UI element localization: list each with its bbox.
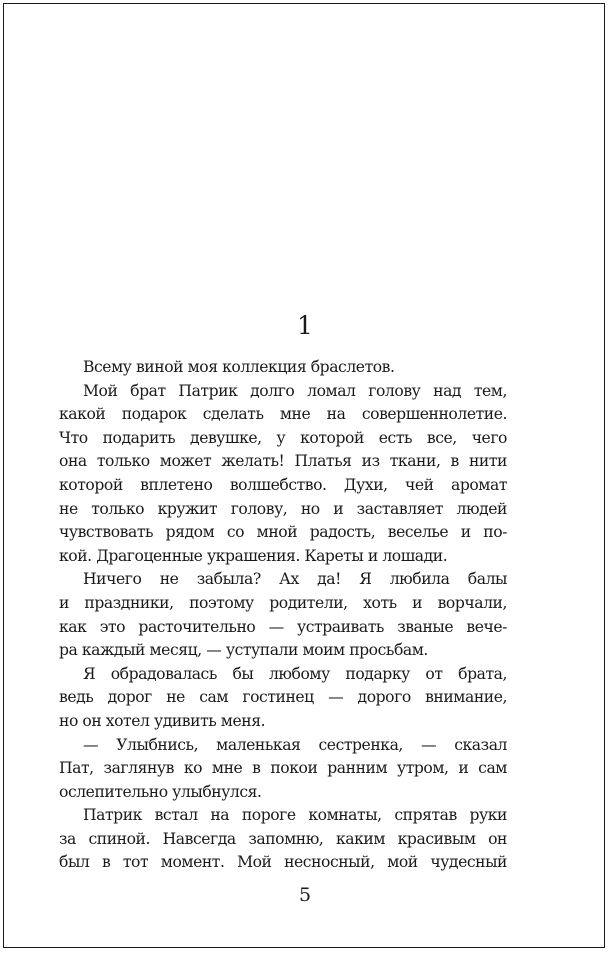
paragraph (59, 804, 507, 875)
paragraph (59, 663, 507, 734)
text-line: кой. Драгоценные украшения. Кареты и лошади. (59, 546, 448, 565)
text-line: какой подарок сделать мне на совершеннолетие. (59, 405, 507, 424)
page-number: 5 (298, 884, 312, 906)
text-line: Я обрадовалась бы любому подарку от брата, (83, 664, 507, 683)
text-line: и праздники, поэтому родители, хоть и ворчали, (59, 593, 507, 612)
text-line: ра каждый месяц, — уступали моим просьбам. (59, 641, 428, 660)
text-line: Всему виной моя коллекция браслетов. (83, 358, 395, 376)
text-line: как это расточительно — устраивать званые вече- (59, 617, 507, 636)
text-line: которой вплетено волшебство. Духи, чей аромат (59, 475, 507, 494)
paragraph (59, 568, 507, 662)
text-line: Патрик встал на пороге комнаты, спрятав руки (83, 806, 507, 825)
text-line: — Улыбнись, маленькая сестренка, — сказал (83, 735, 507, 754)
text-line: за спиной. Навсегда запомню, каким красивым он (59, 829, 507, 848)
chapter-number: 1 (297, 311, 313, 340)
text-line: Пат, заглянув ко мне в покои ранним утром, и сам (59, 759, 507, 778)
text-line: Ничего не забыла? Ах да! Я любила балы (83, 570, 507, 589)
text-line: ослепительно улыбнулся. (59, 782, 262, 801)
paragraph (59, 380, 507, 569)
paragraph (59, 356, 507, 380)
text-line: не только кружит голову, но и заставляет людей (59, 499, 507, 518)
text-line: чувствовать рядом со мной радость, веселье и по- (59, 523, 507, 542)
paragraph (59, 734, 507, 805)
text-line: Мой брат Патрик долго ломал голову над тем, (83, 381, 507, 400)
text-line: но он хотел удивить меня. (59, 711, 266, 730)
text-line: она только может желать! Платья из ткани, в нити (59, 452, 507, 471)
body-text (59, 356, 507, 875)
text-line: Что подарить девушке, у которой есть все, чего (59, 428, 507, 447)
text-line: ведь дорог не сам гостинец — дорого внимание, (59, 688, 507, 707)
text-line: был в тот момент. Мой несносный, мой чудесный (59, 853, 507, 872)
